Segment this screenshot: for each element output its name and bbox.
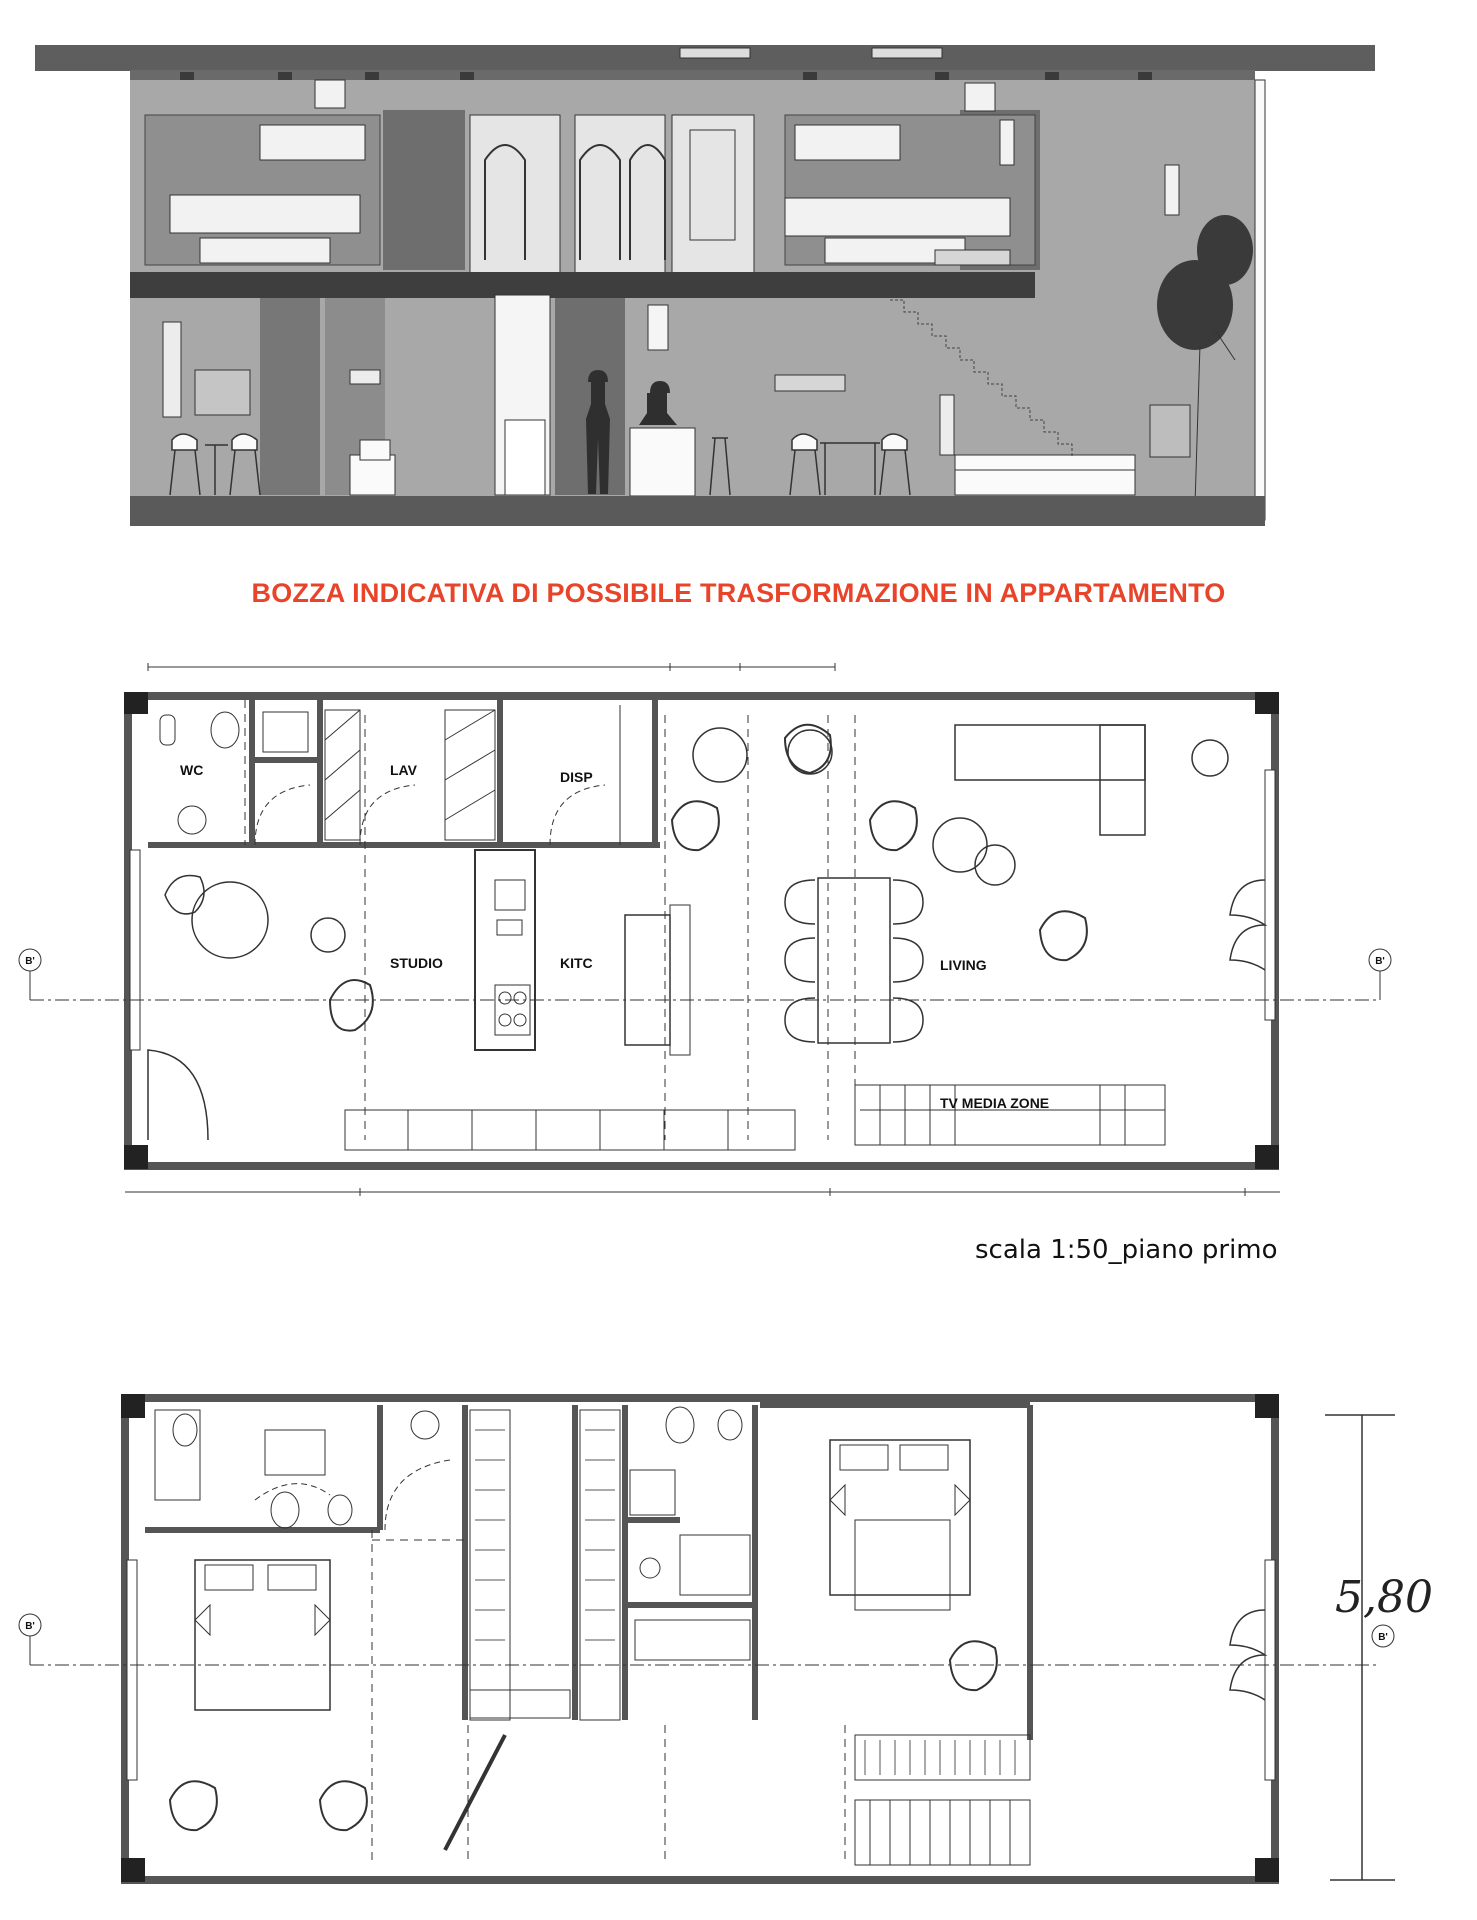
section-marker-label: B' <box>1375 956 1385 967</box>
ground-floor-plan <box>19 663 1391 1196</box>
room-label-lav: LAV <box>390 762 417 778</box>
upper-floor-plan <box>19 1394 1433 1882</box>
bed-left <box>195 1560 330 1710</box>
room-label-kitc: KITC <box>560 955 593 971</box>
scale-caption: scala 1:50_piano primo <box>975 1235 1278 1265</box>
upper-outer-walls <box>125 1398 1275 1880</box>
section-marker-label: B' <box>1378 1632 1388 1643</box>
sofa <box>955 455 1135 495</box>
section-marker-right <box>1369 949 1391 971</box>
handwritten-dimension: 5,80 <box>1335 1572 1433 1623</box>
upper-section-marker-left <box>19 1614 41 1636</box>
outer-walls <box>128 696 1275 1166</box>
room-label-disp: DISP <box>560 769 593 785</box>
upper-section-marker-right <box>1372 1625 1394 1647</box>
section-marker-label: B' <box>25 956 35 967</box>
page-headline: BOZZA INDICATIVA DI POSSIBILE TRASFORMAZIONE IN APPARTAMENTO <box>251 578 1226 608</box>
section-marker-label: B' <box>25 1621 35 1632</box>
room-label-tv-media-zone: TV MEDIA ZONE <box>940 1095 1050 1111</box>
floor-slab <box>130 496 1265 526</box>
section-marker-left <box>19 949 41 971</box>
room-label-wc: WC <box>180 762 204 778</box>
section-elevation <box>35 45 1375 526</box>
dining-table <box>818 878 890 1043</box>
mezzanine-slab <box>130 272 1035 298</box>
room-label-studio: STUDIO <box>390 955 443 971</box>
sofa-plan <box>955 725 1145 780</box>
room-label-living: LIVING <box>940 957 987 973</box>
